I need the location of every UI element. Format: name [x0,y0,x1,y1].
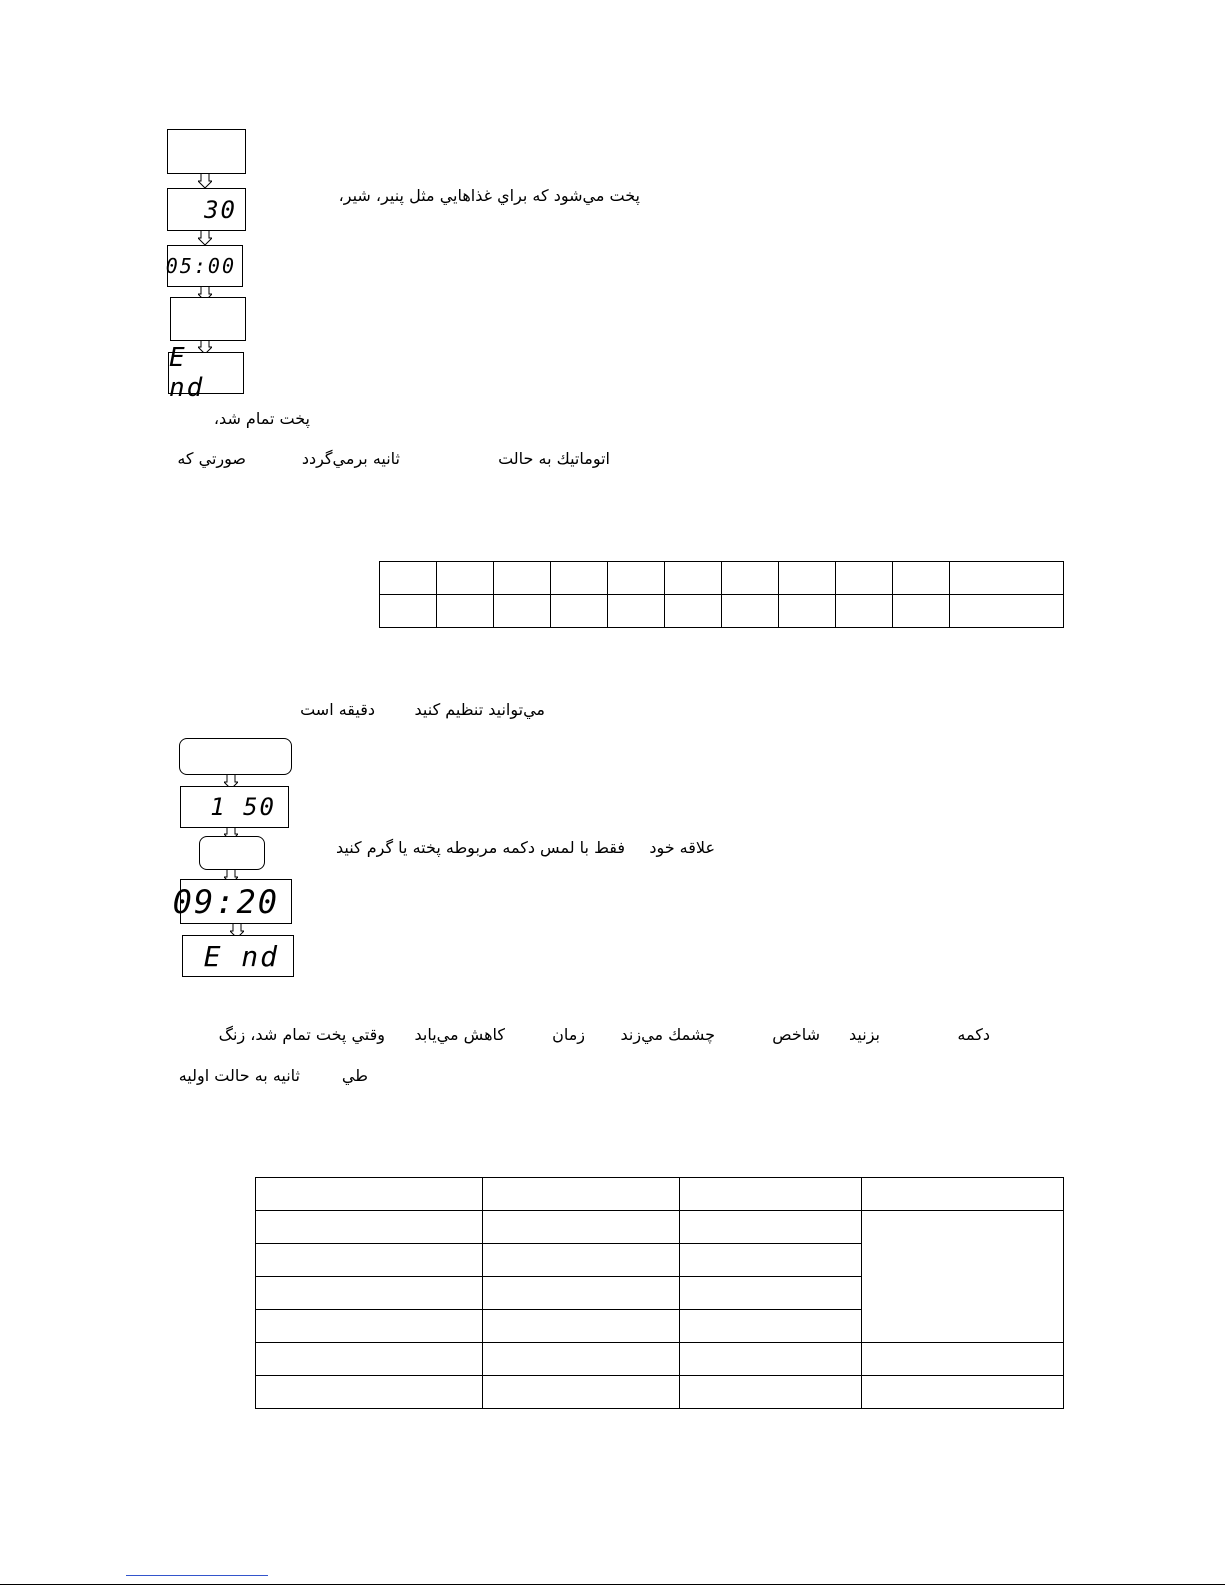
text-line-5a: علاقه خود [649,838,715,857]
display-end-2: E nd [182,935,294,977]
text-line-4b: دقيقه است [300,700,375,719]
display-time: 05:00 [167,245,243,287]
display-time-2: 09:20 [180,879,292,924]
text-line-6g: وقتي پخت تمام شد، زنگ [218,1025,385,1044]
text-line-6d: چشمك مي‌زند [620,1025,715,1044]
text-line-7a: طي [341,1066,368,1085]
text-line-6b: بزنيد [849,1025,880,1044]
display-end: E nd [168,352,244,394]
text-line-3c: صورتي كه [177,449,246,468]
text-line-6f: كاهش مي‌يابد [414,1025,505,1044]
text-line-1: پخت مي‌شود كه براي غذاهايي مثل پنير، شير، [338,186,640,205]
button-blank-middle [199,836,265,870]
text-line-2: پخت تمام شد، [213,409,310,428]
text-line-3a: اتوماتيك به حالت [498,449,610,468]
table-2 [255,1177,1064,1409]
text-line-6c: شاخص [772,1025,820,1044]
button-blank-top [179,738,292,775]
text-line-7b: ثانيه به حالت اوليه [178,1066,300,1085]
display-blank-middle [170,297,246,341]
display-150: 1 50 [180,786,289,828]
display-30: 30 [167,188,246,231]
table-1 [379,561,1064,628]
footer-link-underline [126,1575,268,1576]
display-blank-top [167,129,246,174]
text-line-4a: مي‌توانيد تنظيم كنيد [414,700,545,719]
arrow-down-icon [198,174,212,188]
text-line-5b: فقط با لمس دكمه مربوطه پخته يا گرم كنيد [335,838,625,857]
text-line-6a: دكمه [957,1025,990,1044]
arrow-down-icon [198,231,212,245]
text-line-3b: ثانيه برمي‌گردد [301,449,400,468]
text-line-6e: زمان [552,1025,585,1044]
